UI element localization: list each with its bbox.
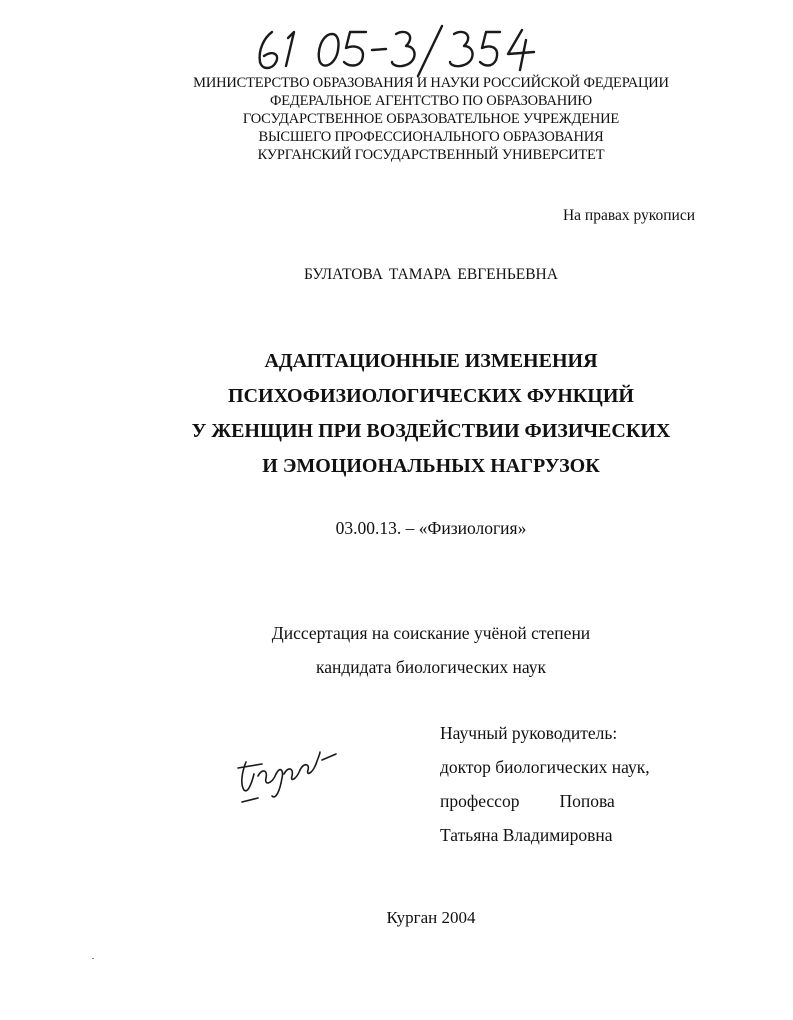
degree-line: кандидата биологических наук (316, 657, 546, 677)
title-line: АДАПТАЦИОННЫЕ ИЗМЕНЕНИЯ (264, 350, 598, 372)
education-level-line: ВЫСШЕГО ПРОФЕССИОНАЛЬНОГО ОБРАЗОВАНИЯ (258, 129, 604, 145)
agency-line: ФЕДЕРАЛЬНОЕ АГЕНТСТВО ПО ОБРАЗОВАНИЮ (270, 93, 592, 109)
degree-statement (0, 616, 793, 684)
supervisor-given-names: Татьяна Владимировна (440, 825, 613, 845)
author-signature (232, 738, 342, 808)
title-line: У ЖЕНЩИН ПРИ ВОЗДЕЙСТВИИ ФИЗИЧЕСКИХ (191, 420, 671, 442)
ministry-line: МИНИСТЕРСТВО ОБРАЗОВАНИЯ И НАУКИ РОССИЙСКОЙ ФЕДЕРАЦИИ (193, 75, 669, 91)
supervisor-heading: Научный руководитель: (440, 723, 618, 743)
manuscript-rights-note: На правах рукописи (562, 207, 695, 224)
scan-speck (92, 958, 94, 959)
university-name-line: КУРГАНСКИЙ ГОСУДАРСТВЕННЫЙ УНИВЕРСИТЕТ (257, 147, 605, 163)
title-line: И ЭМОЦИОНАЛЬНЫХ НАГРУЗОК (262, 455, 600, 477)
scientific-supervisor (440, 716, 650, 852)
supervisor-rank-line (440, 784, 650, 818)
title-line: ПСИХОФИЗИОЛОГИЧЕСКИХ ФУНКЦИЙ (228, 385, 634, 407)
supervisor-degree: доктор биологических наук, (440, 757, 650, 777)
specialty-code: 03.00.13. – «Физиология» (335, 518, 527, 538)
author-name: БУЛАТОВА ТАМАРА ЕВГЕНЬЕВНА (304, 266, 558, 283)
supervisor-surname: Попова (559, 791, 615, 811)
dissertation-title (0, 344, 793, 484)
supervisor-rank: профессор (440, 791, 520, 811)
ministry-header (0, 74, 793, 164)
city-and-year: Курган 2004 (386, 908, 476, 927)
degree-line: Диссертация на соискание учёной степени (271, 623, 591, 643)
handwritten-archive-number (250, 18, 540, 78)
institution-type-line: ГОСУДАРСТВЕННОЕ ОБРАЗОВАТЕЛЬНОЕ УЧРЕЖДЕНИЕ (242, 111, 620, 127)
